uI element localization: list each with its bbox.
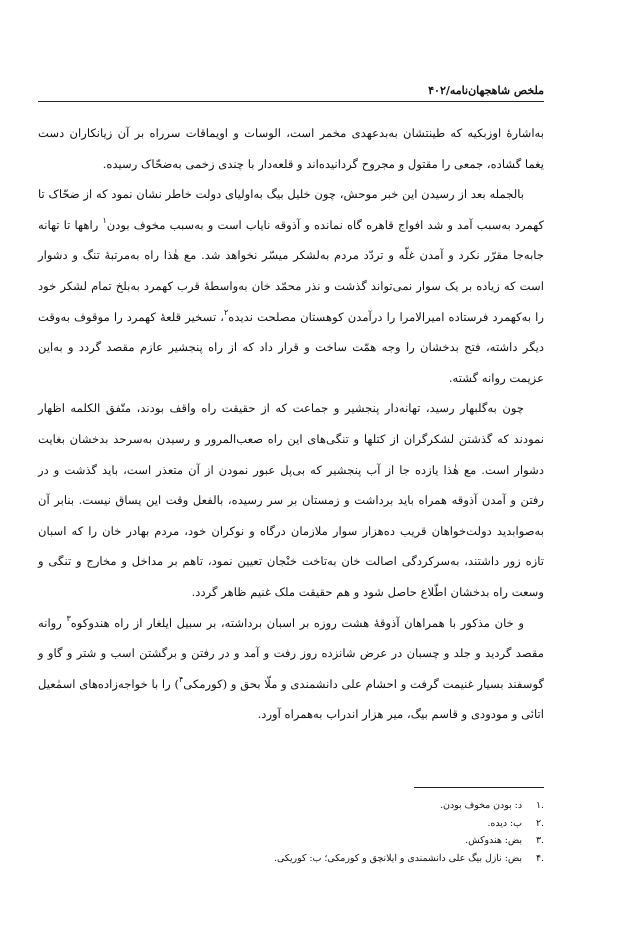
text-line: بدخشان اطّلاع حاصل شود و هم حقیقت ملک غنیم ظاهر گردد. — [191, 584, 490, 599]
footnote-item — [38, 797, 544, 815]
text-line: که از ضحّاک تا کهمرد به‌سبب آمد و شد افواج قاهره گاه نمانده و آذوقه نایاب است و به‌سبب — [38, 187, 545, 232]
main-text — [38, 118, 544, 730]
footnote-item — [38, 832, 544, 850]
text-line: برگشتن اسب و شتر و گاو و گوسفند بسیار غنیمت گرفت و احشام علی دانشمندی و ملّا بحق و — [38, 646, 544, 691]
text-line: مع هٰذا راه به‌مرتبهٔ تنگ و دشوار است که زیاده بر یک سوار نمی‌تواند گذشت و نذر محمّد — [38, 248, 544, 293]
footnote-ref-3: ۳ — [66, 613, 71, 623]
footnote-ref-2: ۲ — [224, 307, 229, 317]
text-line: کوهستان مصلحت ندیده — [228, 309, 344, 324]
text-line: خان به‌واسطهٔ قرب کهمرد به‌بلخ تمام لشکر خود را به‌کهمرد فرستاده امیرالامرا را درآمدن — [38, 278, 545, 324]
text-line: (کورمکی — [183, 676, 228, 691]
footnote-text: د: بودن مخوف بودن. — [440, 800, 522, 811]
text-line: مخوف بودن — [106, 217, 166, 232]
text-line: ) را با خواجه‌زاده‌های اسمٰعیل اتائی و مودودی و قاسم بیگ، میر هزار اندراب — [38, 676, 544, 722]
footnote-number: .۴ — [535, 852, 544, 864]
paragraph-1 — [38, 118, 544, 179]
text-line: و خان مذکور با همراهان آذوقهٔ هشت روزه بر اسبان برداشته، بر سبیل ایلغار از راه — [114, 615, 524, 630]
text-line: رسیدن به‌سرحد بدخشان بغایت دشوار است. مع هٰذا یازده جا از آب پنجشیر که بی‌پل عبور — [38, 431, 544, 477]
text-line: هندوکوه — [70, 615, 110, 630]
paragraph-4 — [38, 608, 544, 730]
text-line: به‌ضحّاک رسیده. — [102, 156, 182, 171]
text-line: الکلمه اظهار نمودند که گذشتن لشکرگران از کتلها و تنگی‌های این راه صعب‌المرور و — [38, 401, 544, 446]
footnotes — [38, 797, 544, 867]
running-header: ملخص شاهجهان‌نامه/۴۰۲ — [428, 84, 544, 97]
footnote-item — [38, 815, 544, 833]
paragraph-3 — [38, 393, 544, 607]
footnote-item — [38, 850, 544, 868]
paragraph-2 — [38, 179, 544, 393]
text-line: چون به‌گلبهار رسید، تهانه‌دار پنجشیر و جماعت که از حقیقت راه واقف بودند، متّفق — [105, 401, 525, 416]
text-line: ، تسخیر قلعهٔ کهمرد را موقوف به‌وقت دیگر داشته، فتح بدخشان را — [38, 309, 545, 355]
footnote-ref-1: ۱ — [102, 215, 107, 225]
footnote-text: بض: نازل بیگ علی دانشمندی و ایلانچق و کورمکی؛ ب: کوریکی. — [273, 852, 522, 864]
text-line: زیانکاران دست یغما گشاده، جمعی را مقتول و مجروح گردانیده‌اند و قلعه‌دار با چندی زخمی — [38, 126, 544, 171]
footnote-ref-4: ۴ — [178, 674, 184, 684]
footnote-text: بض: هندوکش. — [465, 835, 522, 846]
footnote-rule — [414, 787, 544, 788]
footnote-number: .۱ — [535, 800, 544, 811]
text-line: سوار ملازمان درگاه و نوکران خود، مردم بهادر خان را که اسبان تازه زور داشتند، به‌سرکردگی — [38, 523, 545, 569]
header-rule — [38, 101, 544, 102]
text-line: بالجمله بعد از رسیدن این خبر موحش، چون خلیل بیگ به‌اولیای دولت خاطر نشان نمود — [111, 187, 524, 202]
text-line: اصالت خان به‌تاخت خنْجان تعیین نمود، تاهم بر مداخل و مخارج و تنگی و وسعت راه — [38, 554, 544, 599]
text-line: به‌همراه آورد. — [257, 707, 323, 722]
footnote-number: .۳ — [535, 835, 544, 846]
text-line: راهها تا تهانه جابه‌جا مقرّر نکرد و آمدن غلّه و تردّد مردم به‌لشکر میسّر نخواهد شد. — [38, 217, 545, 263]
text-line: نمودن از آن متعذر است، باید گذشت و در رفتن و آمدن آذوقه همراه باید برداشت و زمستان — [38, 462, 544, 508]
footnote-number: .۲ — [535, 817, 544, 829]
footnote-text: ب: دیده. — [487, 817, 522, 829]
text-line: روانه مقصد گردید و جلد و چسبان در عرض شانزده روز رفت و آمد و در رفتن و — [38, 615, 544, 661]
text-line: وجه همّت ساخت و قرار داد که از راه پنجشیر عازم مقصد گردد و به‌این عزیمت روانه گشته. — [38, 340, 544, 385]
text-line: به‌اشارهٔ اوزبکیه که طینتشان به‌بدعهدی مخمر است، الوسات و اویماقات سرراه بر آن — [117, 126, 545, 140]
text-line: بر سر رسیده، بالفعل وقت این یساق نیست. بنابر آن به‌صوابدید دولت‌خواهان قریب ده‌هزار — [38, 493, 545, 538]
